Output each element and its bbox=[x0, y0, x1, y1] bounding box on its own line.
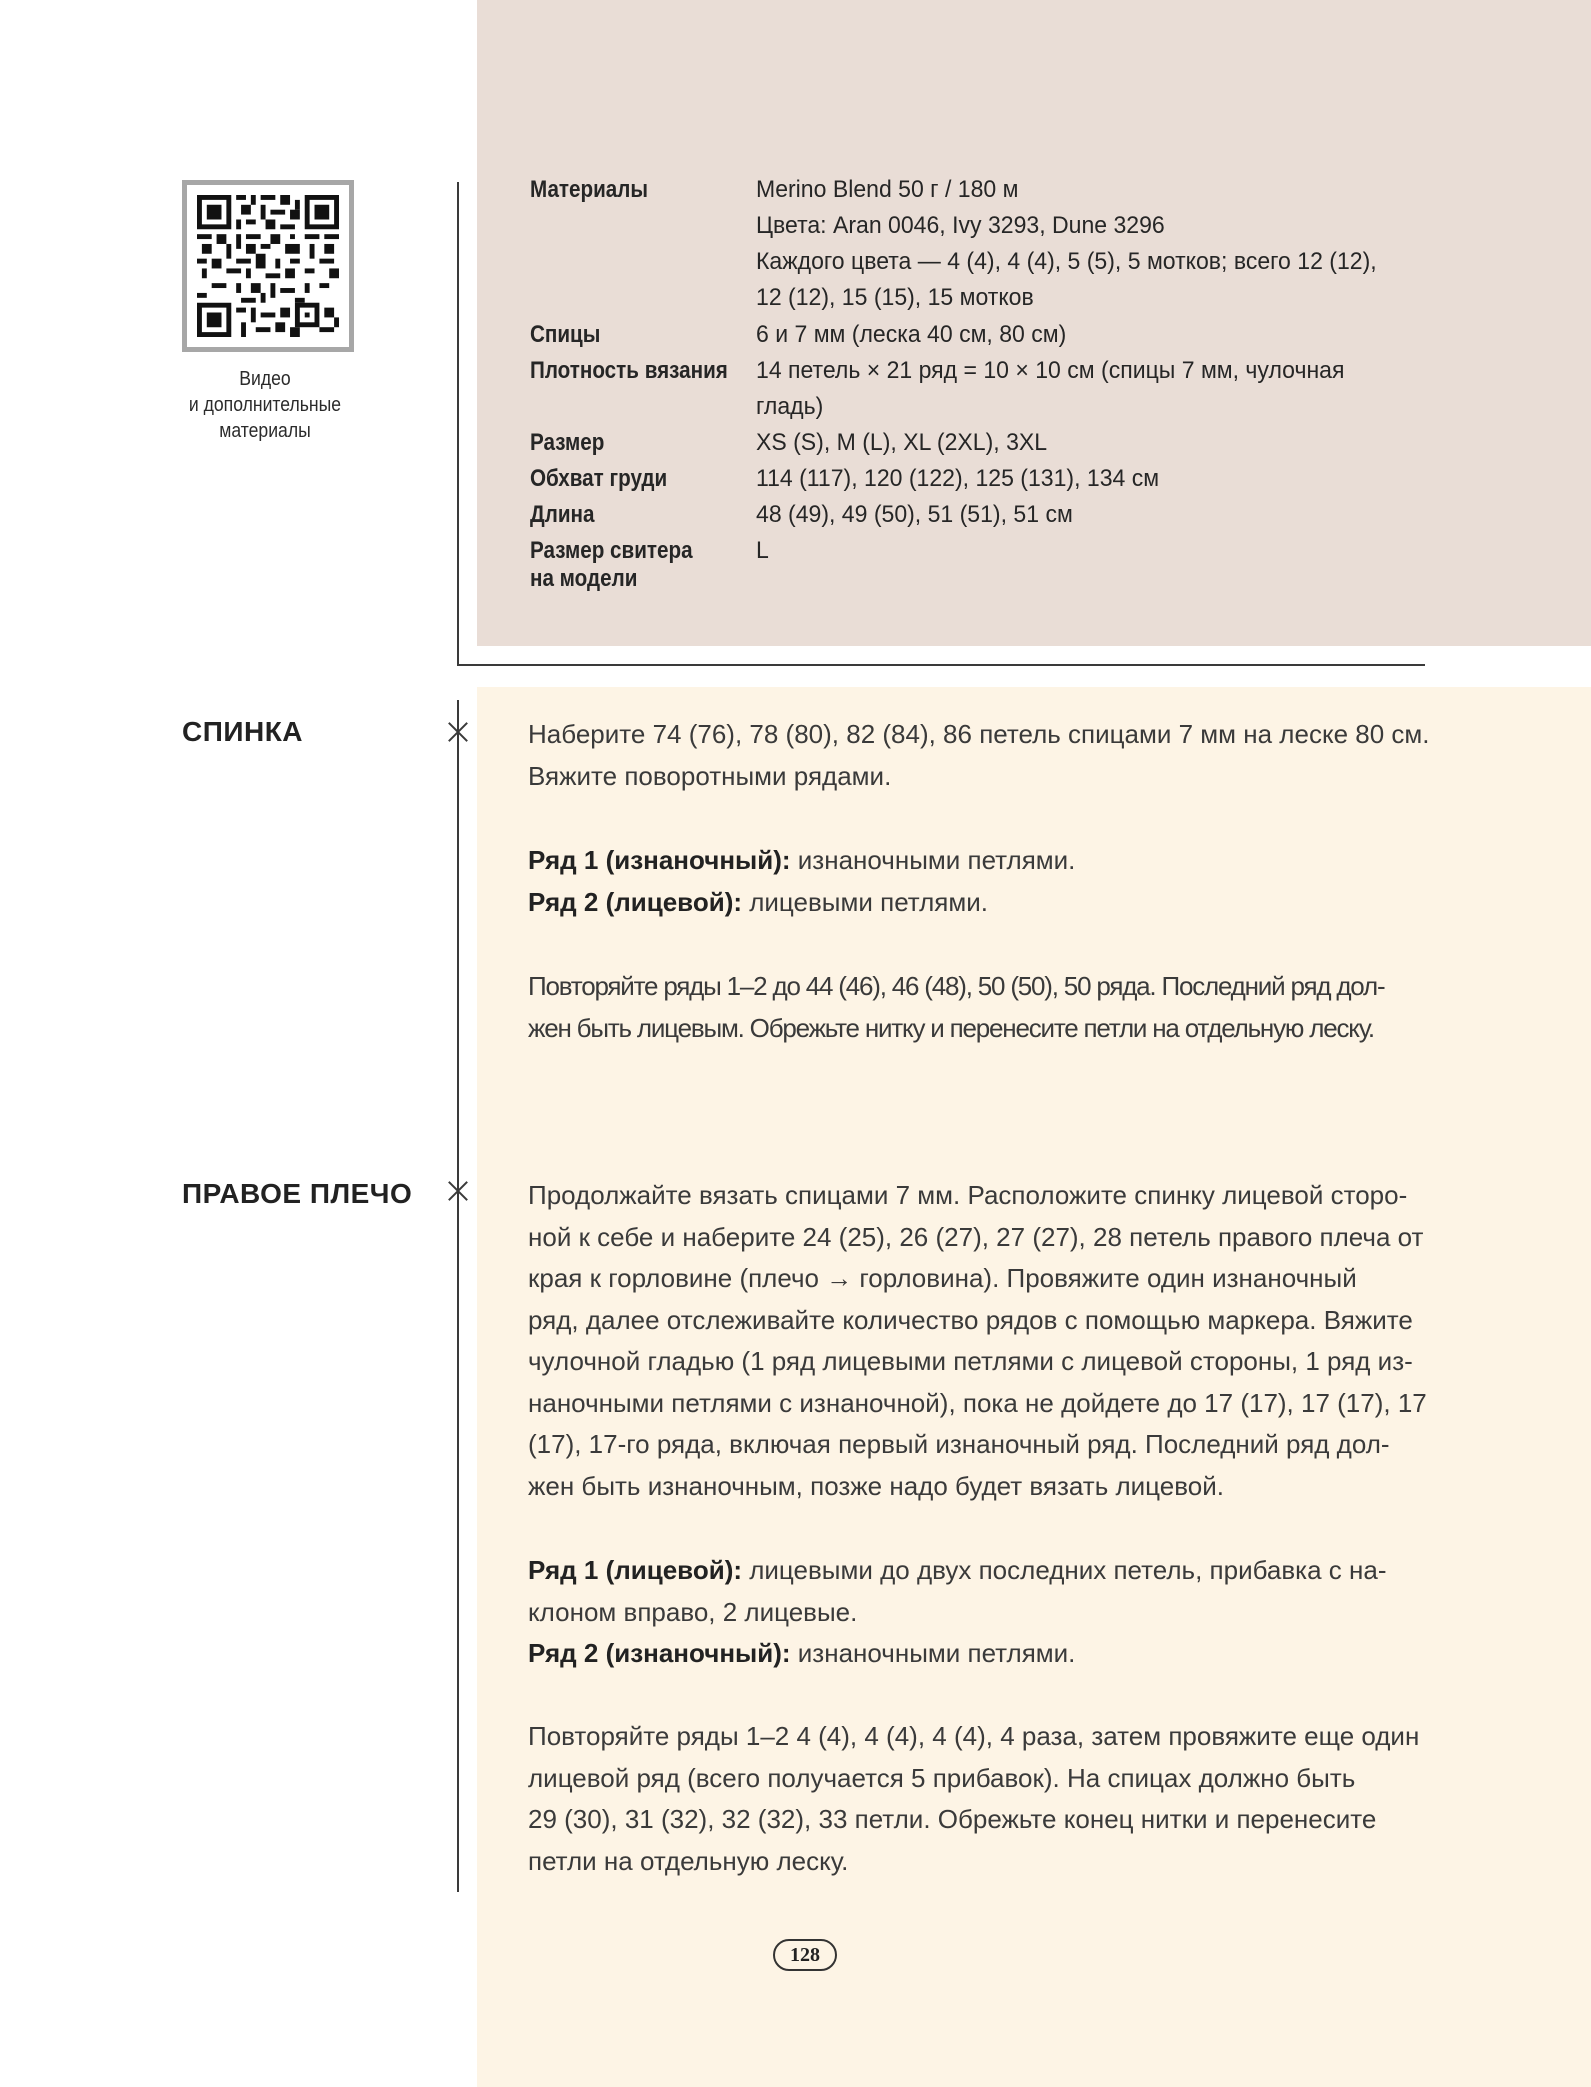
qr-code[interactable] bbox=[182, 180, 354, 352]
back-rows: Ряд 1 (изнаночный): изнаночными петлями. Ряд 2 (лицевой): лицевыми петлями. bbox=[528, 845, 1076, 917]
spec-label: Длина bbox=[530, 501, 595, 528]
spec-label: Размер bbox=[530, 429, 605, 456]
divider-line bbox=[457, 182, 459, 666]
page-number: 128 bbox=[773, 1939, 837, 1971]
spec-value: 14 петель × 21 ряд = 10 × 10 см (спицы 7 мм, чулочная гладь) bbox=[756, 357, 1345, 420]
back-intro: Наберите 74 (76), 78 (80), 82 (84), 86 петель спицами 7 мм на леске 80 см. Вяжите поворотными рядами. bbox=[528, 719, 1430, 791]
spec-value: L bbox=[756, 537, 769, 564]
spec-label: Материалы bbox=[530, 176, 649, 203]
cross-mark-icon bbox=[447, 721, 469, 743]
divider-line bbox=[457, 664, 1425, 666]
shoulder-rows: Ряд 1 (лицевой): лицевыми до двух последних петель, прибавка с на- клоном вправо, 2 лицевые. Ряд 2 (изнаночный): изнаночными петлями. bbox=[528, 1555, 1387, 1668]
spec-value: 114 (117), 120 (122), 125 (131), 134 см bbox=[756, 465, 1160, 492]
spec-value: 48 (49), 49 (50), 51 (51), 51 см bbox=[756, 501, 1073, 528]
spec-value: Merino Blend 50 г / 180 м Цвета: Aran 0046, Ivy 3293, Dune 3296 Каждого цвета — 4 (4), 4 (4), 5 (5), 5 мотков; всего 12 (12), 12 (12), 15 (15), 15 мотков bbox=[756, 176, 1377, 311]
spec-label: Спицы bbox=[530, 321, 601, 348]
spec-value: XS (S), M (L), XL (2XL), 3XL bbox=[756, 429, 1048, 456]
back-repeat: Повторяйте ряды 1–2 до 44 (46), 46 (48), 50 (50), 50 ряда. Последний ряд дол- жен быть лицевым. Обрежьте нитку и перенесите петли на отдельную леску. bbox=[528, 971, 1385, 1043]
shoulder-intro: Продолжайте вязать спицами 7 мм. Расположите спинку лицевой сторо- ной к себе и наберите 24 (25), 26 (27), 27 (27), 28 петель правого плеча от края к горловине (плечо → горловина). Провяжите один изнаночный ряд, далее отслеживайте количество рядов с помощью маркера. Вяжите чулочной гладью (1 ряд лицевыми петлями с лицевой стороны, 1 ряд из- наночными петлями с изнаночной), пока не дойдете до 17 (17), 17 (17), 17 (17), 17-го ряда, включая первый изнаночный ряд. Последний ряд дол- жен быть изнаночным, позже надо будет вязать лицевой. bbox=[528, 1180, 1427, 1501]
divider-line bbox=[457, 700, 459, 1892]
shoulder-repeat: Повторяйте ряды 1–2 4 (4), 4 (4), 4 (4), 4 раза, затем провяжите еще один лицевой ряд (всего получается 5 прибавок). На спицах должно быть 29 (30), 31 (32), 32 (32), 33 петли. Обрежьте конец нитки и перенесите петли на отдельную леску. bbox=[528, 1721, 1420, 1876]
spec-label: Обхват груди bbox=[530, 465, 668, 492]
spec-label: Размер свитера на модели bbox=[530, 537, 693, 592]
cross-mark-icon bbox=[447, 1180, 469, 1202]
qr-code-icon bbox=[197, 195, 339, 337]
qr-caption: Видео и дополнительные материалы bbox=[188, 368, 342, 442]
section-title-back: СПИНКА bbox=[182, 716, 304, 747]
spec-value: 6 и 7 мм (леска 40 см, 80 см) bbox=[756, 321, 1067, 348]
section-title-right-shoulder: ПРАВОЕ ПЛЕЧО bbox=[182, 1178, 413, 1209]
spec-label: Плотность вязания bbox=[530, 357, 728, 384]
